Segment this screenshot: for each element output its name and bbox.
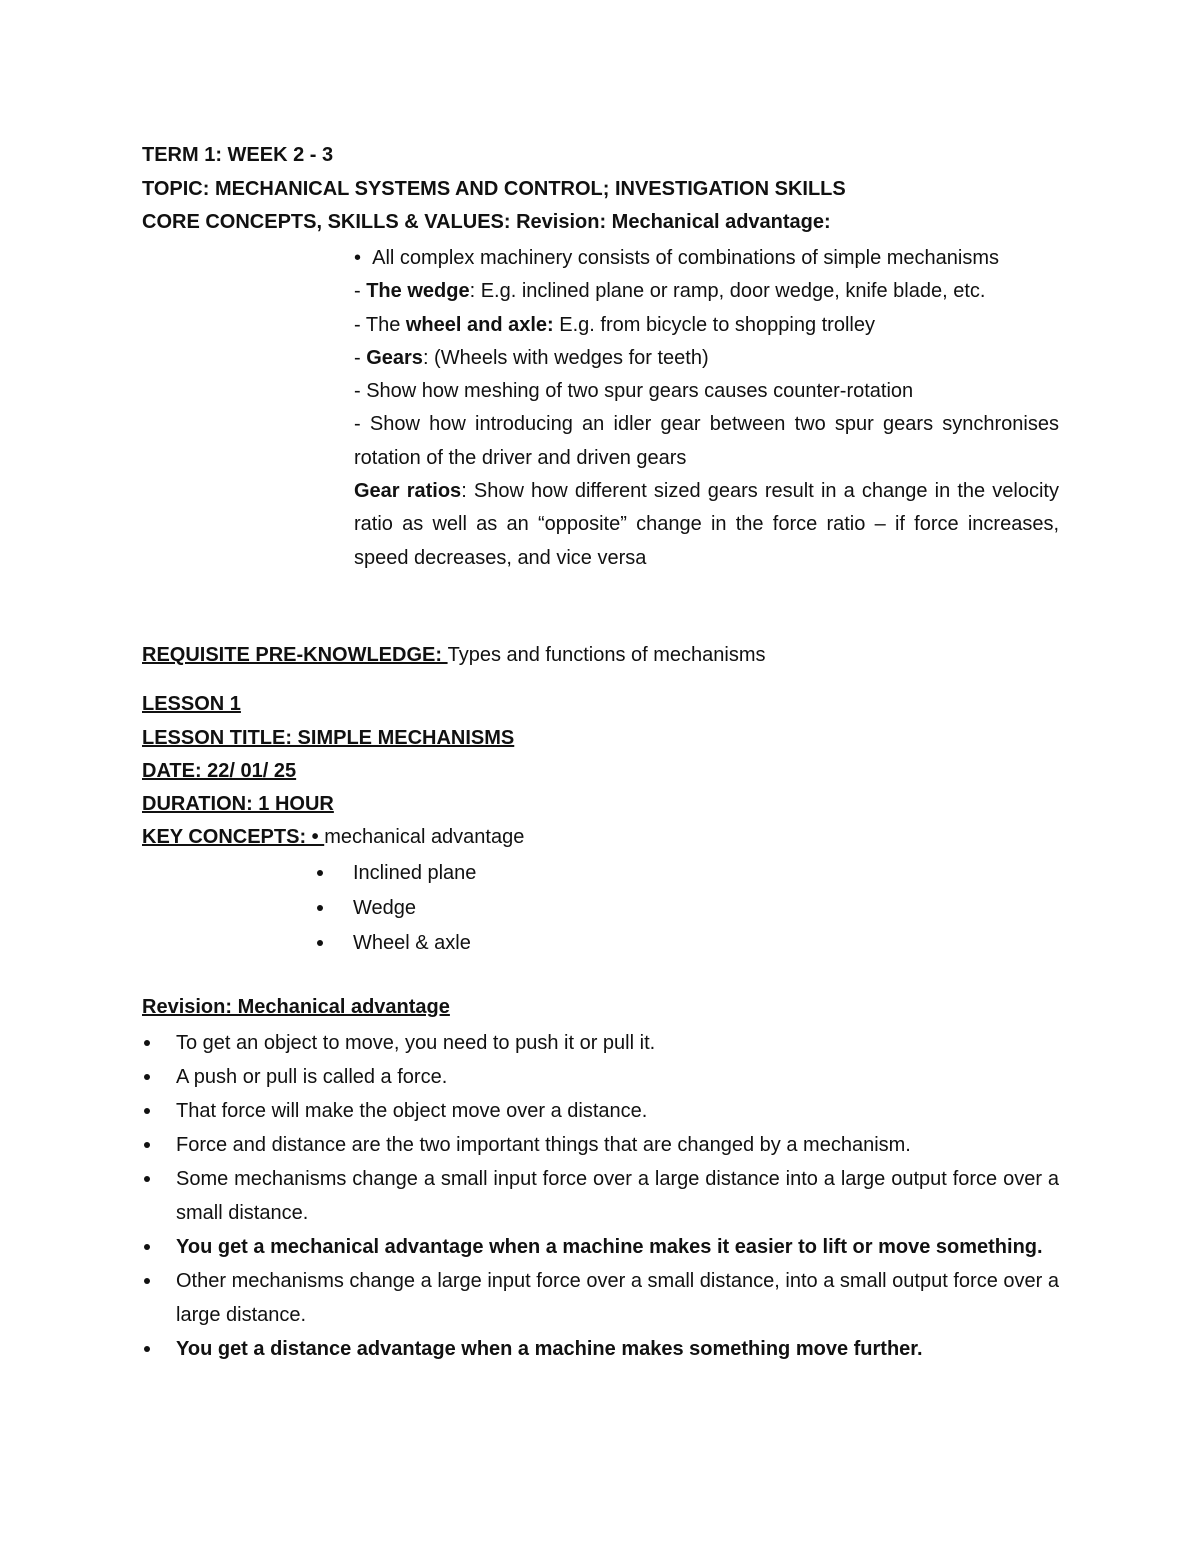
core-concepts-label: CORE CONCEPTS, SKILLS & VALUES: (142, 211, 511, 233)
concept-wheel-axle: - The wheel and axle: E.g. from bicycle to shopping trolley (354, 313, 875, 336)
concept-meshing: - Show how meshing of two spur gears causes counter-rotation (354, 380, 914, 403)
bullet-icon (144, 1040, 150, 1046)
prerequisite-knowledge (142, 643, 766, 667)
list-item: You get a mechanical advantage when a machine makes it easier to lift or move something. (176, 1230, 1059, 1264)
lesson-number: LESSON 1 (142, 693, 241, 715)
revision-heading: Revision: Mechanical advantage (142, 996, 450, 1018)
bullet-icon (144, 1108, 150, 1114)
bullet-icon: • (354, 247, 373, 269)
lesson-title: LESSON TITLE: SIMPLE MECHANISMS (142, 727, 515, 749)
term-heading: TERM 1: WEEK 2 - 3 (142, 144, 334, 166)
key-concepts-list (314, 856, 476, 961)
list-item: You get a distance advantage when a machine makes something move further. (176, 1332, 1059, 1366)
key-concepts (142, 825, 524, 849)
list-item: Force and distance are the two important things that are changed by a mechanism. (176, 1128, 1059, 1162)
bullet-icon (317, 905, 323, 911)
lesson-date: DATE: 22/ 01/ 25 (142, 760, 297, 782)
bullet-icon (144, 1244, 150, 1250)
list-item: Some mechanisms change a small input force over a large distance into a large output force over a small distance. (176, 1162, 1059, 1230)
concept-gear-ratios: Gear ratios: Show how different sized gears result in a change in the velocity ratio as well as an “opposite” change in the force ratio – if force increases, speed decreases, and vice versa (354, 480, 1059, 569)
concept-wedge: - The wedge: E.g. inclined plane or ramp, door wedge, knife blade, etc. (354, 280, 986, 303)
bullet-icon (144, 1346, 150, 1352)
concept-intro: • All complex machinery consists of combinations of simple mechanisms (354, 247, 1000, 269)
bullet-icon (144, 1074, 150, 1080)
list-item: Wedge (314, 891, 476, 926)
list-item: A push or pull is called a force. (176, 1060, 1059, 1094)
prereq-value: Types and functions of mechanisms (447, 644, 766, 666)
bullet-icon (144, 1176, 150, 1182)
bullet-icon (144, 1142, 150, 1148)
concept-idler: - Show how introducing an idler gear between two spur gears synchronises rotation of the driver and driven gears (354, 413, 1059, 469)
list-item: Other mechanisms change a large input force over a small distance, into a small output force over a large distance. (176, 1264, 1059, 1332)
lesson-duration: DURATION: 1 HOUR (142, 793, 334, 815)
list-item: To get an object to move, you need to push it or pull it. (176, 1026, 1059, 1060)
core-concepts-heading (142, 210, 831, 234)
bullet-icon (144, 1278, 150, 1284)
key-concepts-label: KEY CONCEPTS: • (142, 826, 325, 848)
revision-list (176, 1026, 1059, 1366)
core-concepts-value: Revision: Mechanical advantage: (516, 211, 831, 233)
list-item: Wheel & axle (314, 926, 476, 961)
list-item: Inclined plane (314, 856, 476, 891)
list-item: That force will make the object move over a distance. (176, 1094, 1059, 1128)
prereq-label: REQUISITE PRE-KNOWLEDGE: (142, 644, 448, 666)
key-concept-first: mechanical advantage (324, 826, 525, 848)
topic-heading: TOPIC: MECHANICAL SYSTEMS AND CONTROL; INVESTIGATION SKILLS (142, 178, 846, 200)
core-concepts-list (354, 242, 1059, 575)
bullet-icon (317, 940, 323, 946)
bullet-icon (317, 870, 323, 876)
concept-gears: - Gears: (Wheels with wedges for teeth) (354, 346, 709, 369)
